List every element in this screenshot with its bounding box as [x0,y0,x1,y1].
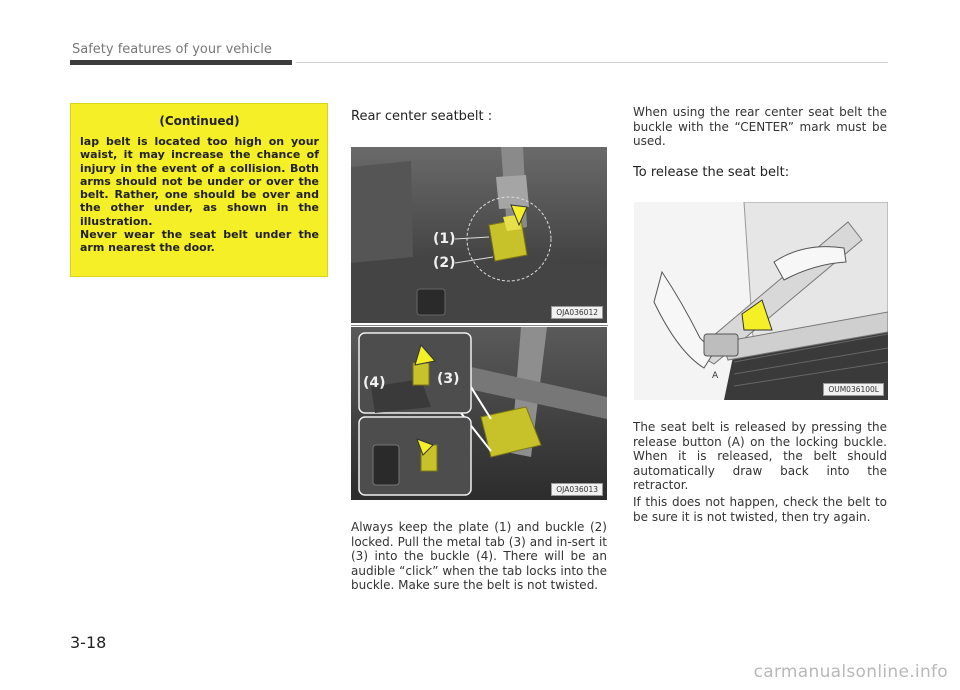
figure-rear-center-seatbelt [351,147,607,323]
seatbelt-illustration-3 [634,202,888,400]
figure2-label-4: (4) [363,375,386,391]
column2-heading: Rear center seatbelt : [351,109,493,124]
seatbelt-illustration-2 [351,327,607,500]
figure3-code: OUM036100L [823,383,884,396]
warning-box [70,103,328,277]
figure2-code: OJA036013 [551,483,603,496]
seatbelt-illustration-1 [351,147,607,323]
figure2-label-3: (3) [437,371,460,387]
figure-divider [351,325,608,326]
column3-paragraph-2: If this does not happen, check the belt to be sure it is not twisted, then try again. [633,495,887,524]
warning-heading: (Continued) [159,114,240,128]
warning-paragraph-2: Never wear the seat belt under the arm nearest the door. [80,228,319,255]
figure3-label-a: A [712,371,719,381]
header-title: Safety features of your vehicle [72,42,272,57]
header-bar-light [296,62,888,63]
column3-heading: To release the seat belt: [633,165,790,180]
watermark: carmanualsonline.info [753,662,948,682]
page-number: 3-18 [70,633,107,652]
figure1-code: OJA036012 [551,306,603,319]
column3-paragraph-1: The seat belt is released by pressing the release button (A) on the locking buckle. When it is released, the belt should automatically draw back into the retractor. [633,420,887,493]
figure-tab-buckle [351,327,607,500]
warning-paragraph-1: lap belt is located too high on your waist, it may increase the chance of injury in the event of a collision. Both arms should not be under or over the belt. Rather, one should be over and the other under, as shown in the illustration. [80,135,319,228]
column2-body: Always keep the plate (1) and buckle (2) locked. Pull the metal tab (3) and in-sert it (3) into the buckle (4). There will be an audible “click” when the tab locks into the buckle. Make sure the belt is not twisted. [351,520,607,593]
figure-release-seatbelt [634,202,888,400]
figure1-label-2: (2) [433,255,456,271]
figure1-label-1: (1) [433,231,456,247]
header-bar-dark [70,60,292,65]
column3-intro: When using the rear center seat belt the buckle with the “CENTER” mark must be used. [633,105,887,149]
